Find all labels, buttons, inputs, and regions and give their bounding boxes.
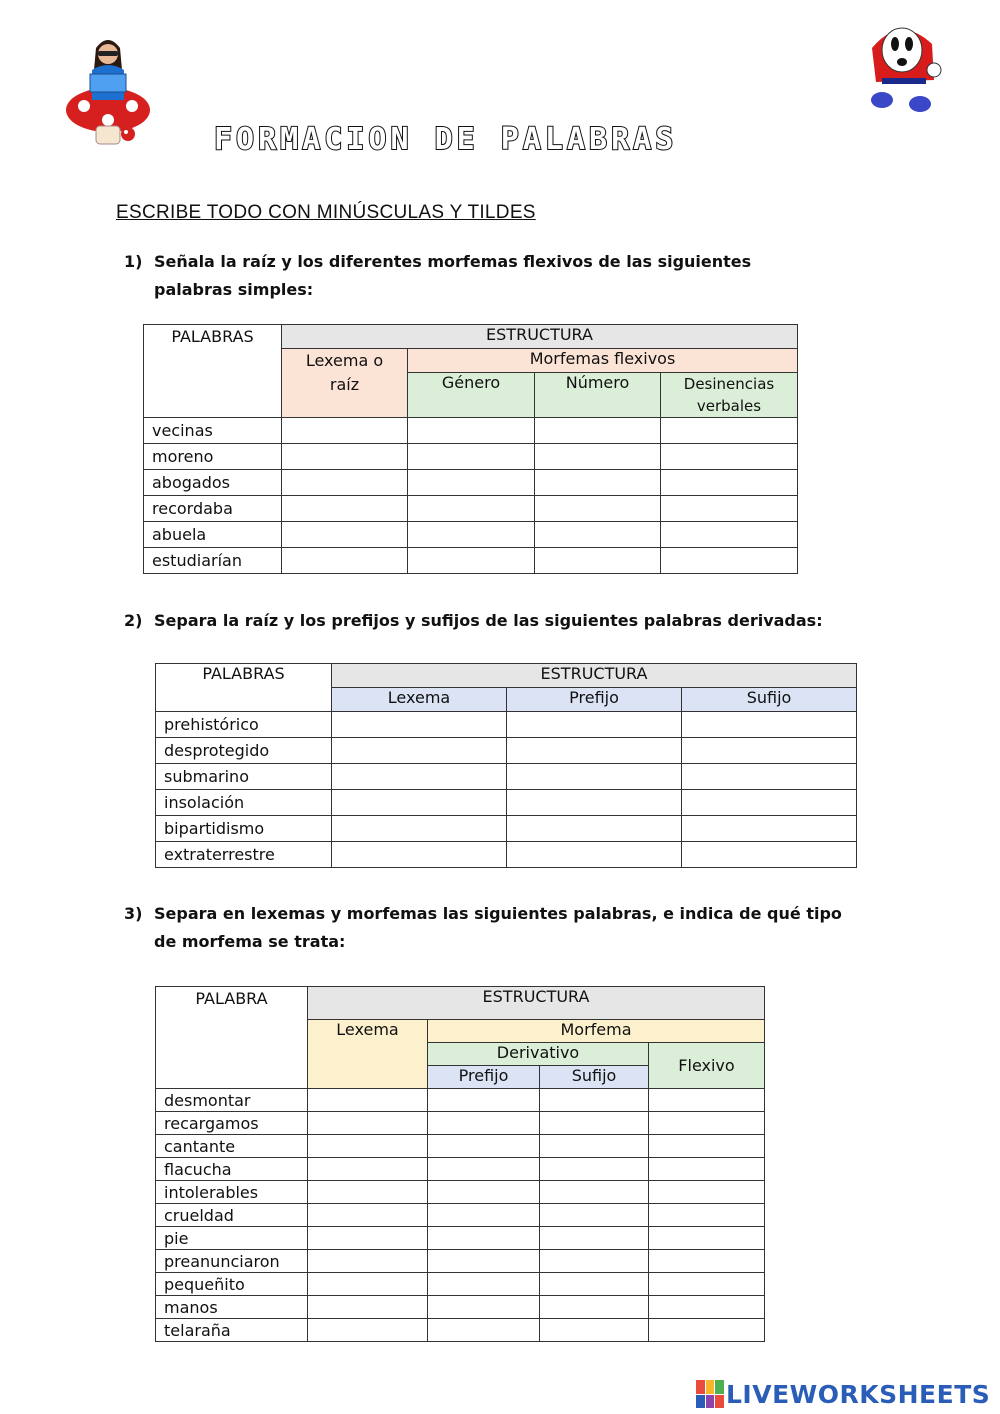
answer-cell[interactable]: [682, 816, 857, 842]
answer-cell[interactable]: [507, 790, 682, 816]
table-row: [144, 548, 798, 574]
answer-cell[interactable]: [649, 1112, 765, 1135]
word-cell: pequeñito: [156, 1273, 308, 1296]
exercise-3-table: [155, 986, 765, 1342]
lexeme-header: Lexema: [332, 688, 507, 712]
word-cell: cantante: [156, 1135, 308, 1158]
answer-cell[interactable]: [332, 764, 507, 790]
answer-cell[interactable]: [649, 1158, 765, 1181]
answer-cell[interactable]: [540, 1227, 649, 1250]
answer-cell[interactable]: [540, 1204, 649, 1227]
answer-cell[interactable]: [649, 1250, 765, 1273]
answer-cell[interactable]: [682, 790, 857, 816]
answer-cell[interactable]: [507, 738, 682, 764]
word-header: PALABRA: [156, 987, 308, 1089]
answer-cell[interactable]: [661, 418, 798, 444]
exercise-2-table: [155, 663, 857, 868]
answer-cell[interactable]: [540, 1273, 649, 1296]
table-row: [144, 418, 798, 444]
answer-cell[interactable]: [332, 842, 507, 868]
answer-cell[interactable]: [428, 1089, 540, 1112]
table-row: [156, 1181, 765, 1204]
answer-cell[interactable]: [308, 1112, 428, 1135]
answer-cell[interactable]: [428, 1319, 540, 1342]
table-row: [156, 1112, 765, 1135]
flexive-morphemes-header: Morfemas flexivos: [408, 349, 798, 373]
answer-cell[interactable]: [308, 1250, 428, 1273]
flexive-header: Flexivo: [649, 1043, 765, 1089]
answer-cell[interactable]: [535, 496, 661, 522]
answer-cell[interactable]: [408, 418, 535, 444]
answer-cell[interactable]: [540, 1250, 649, 1273]
answer-cell[interactable]: [540, 1135, 649, 1158]
suffix-header: Sufijo: [682, 688, 857, 712]
answer-cell[interactable]: [308, 1158, 428, 1181]
prefix-header: Prefijo: [428, 1066, 540, 1089]
morpheme-header: Morfema: [428, 1020, 765, 1043]
answer-cell[interactable]: [308, 1319, 428, 1342]
word-cell: telaraña: [156, 1319, 308, 1342]
table-row: [144, 444, 798, 470]
answer-cell[interactable]: [332, 816, 507, 842]
answer-cell[interactable]: [408, 548, 535, 574]
exercise-3-number: 3): [124, 904, 143, 923]
table-row: [156, 842, 857, 868]
table-row: [156, 1296, 765, 1319]
table-row: [156, 1227, 765, 1250]
answer-cell[interactable]: [649, 1296, 765, 1319]
word-cell: moreno: [144, 444, 282, 470]
word-cell: desmontar: [156, 1089, 308, 1112]
answer-cell[interactable]: [428, 1204, 540, 1227]
exercise-2-number: 2): [124, 611, 143, 630]
table-row: [156, 712, 857, 738]
table-row: [156, 1204, 765, 1227]
answer-cell[interactable]: [540, 1296, 649, 1319]
structure-header: ESTRUCTURA: [308, 987, 765, 1020]
answer-cell[interactable]: [308, 1089, 428, 1112]
answer-cell[interactable]: [682, 712, 857, 738]
answer-cell[interactable]: [507, 764, 682, 790]
exercise-3-text: Separa en lexemas y morfemas las siguientes palabras, e indica de qué tipo de morfema se trata:: [154, 904, 842, 951]
exercise-1-table: [143, 324, 798, 574]
table-row: [144, 496, 798, 522]
answer-cell[interactable]: [661, 444, 798, 470]
table-row: [156, 764, 857, 790]
word-cell: abogados: [144, 470, 282, 496]
table-row: [156, 1319, 765, 1342]
answer-cell[interactable]: [661, 470, 798, 496]
lexeme-header: Lexema: [308, 1020, 428, 1089]
liveworksheets-logo: [696, 1376, 990, 1412]
structure-header: ESTRUCTURA: [282, 325, 798, 349]
answer-cell[interactable]: [507, 816, 682, 842]
answer-cell[interactable]: [308, 1181, 428, 1204]
answer-cell[interactable]: [682, 842, 857, 868]
table-row: [156, 790, 857, 816]
answer-cell[interactable]: [308, 1204, 428, 1227]
table-row: [156, 738, 857, 764]
exercise-1-text: Señala la raíz y los diferentes morfemas flexivos de las siguientes palabras simples:: [154, 252, 752, 299]
instruction-text: ESCRIBE TODO CON MINÚSCULAS Y TILDES: [116, 202, 536, 223]
answer-cell[interactable]: [535, 522, 661, 548]
answer-cell[interactable]: [540, 1089, 649, 1112]
answer-cell[interactable]: [682, 738, 857, 764]
table-row: [156, 816, 857, 842]
word-cell: estudiarían: [144, 548, 282, 574]
girl-on-mushroom-illustration: [62, 30, 154, 152]
word-cell: recordaba: [144, 496, 282, 522]
answer-cell[interactable]: [282, 444, 408, 470]
answer-cell[interactable]: [428, 1135, 540, 1158]
answer-cell[interactable]: [408, 496, 535, 522]
answer-cell[interactable]: [540, 1112, 649, 1135]
answer-cell[interactable]: [649, 1319, 765, 1342]
table-row: [144, 522, 798, 548]
lexeme-header: Lexema o raíz: [282, 349, 408, 418]
answer-cell[interactable]: [540, 1181, 649, 1204]
word-cell: submarino: [156, 764, 332, 790]
word-cell: recargamos: [156, 1112, 308, 1135]
exercise-3-prompt: [124, 900, 844, 956]
derivative-header: Derivativo: [428, 1043, 649, 1066]
answer-cell[interactable]: [428, 1250, 540, 1273]
answer-cell[interactable]: [332, 790, 507, 816]
word-cell: prehistórico: [156, 712, 332, 738]
answer-cell[interactable]: [282, 470, 408, 496]
table-row: [156, 1273, 765, 1296]
answer-cell[interactable]: [649, 1181, 765, 1204]
words-header: PALABRAS: [144, 325, 282, 418]
answer-cell[interactable]: [332, 738, 507, 764]
answer-cell[interactable]: [649, 1227, 765, 1250]
liveworksheets-logo-text: LIVEWORKSHEETS: [726, 1379, 991, 1409]
answer-cell[interactable]: [308, 1227, 428, 1250]
answer-cell[interactable]: [661, 522, 798, 548]
answer-cell[interactable]: [428, 1112, 540, 1135]
table-row: [156, 1089, 765, 1112]
answer-cell[interactable]: [661, 496, 798, 522]
table-row: [156, 1135, 765, 1158]
exercise-2-prompt: [124, 607, 884, 635]
answer-cell[interactable]: [428, 1227, 540, 1250]
answer-cell[interactable]: [282, 418, 408, 444]
answer-cell[interactable]: [649, 1089, 765, 1112]
suffix-header: Sufijo: [540, 1066, 649, 1089]
structure-header: ESTRUCTURA: [332, 664, 857, 688]
answer-cell[interactable]: [661, 548, 798, 574]
answer-cell[interactable]: [308, 1273, 428, 1296]
answer-cell[interactable]: [282, 522, 408, 548]
exercise-1-number: 1): [124, 252, 143, 271]
prefix-header: Prefijo: [507, 688, 682, 712]
word-cell: manos: [156, 1296, 308, 1319]
answer-cell[interactable]: [428, 1273, 540, 1296]
answer-cell[interactable]: [408, 470, 535, 496]
exercise-2-text: Separa la raíz y los prefijos y sufijos de las siguientes palabras derivadas:: [154, 611, 823, 630]
answer-cell[interactable]: [649, 1204, 765, 1227]
answer-cell[interactable]: [682, 764, 857, 790]
word-cell: preanunciaron: [156, 1250, 308, 1273]
answer-cell[interactable]: [649, 1273, 765, 1296]
answer-cell[interactable]: [507, 842, 682, 868]
answer-cell[interactable]: [540, 1158, 649, 1181]
word-cell: insolación: [156, 790, 332, 816]
word-cell: vecinas: [144, 418, 282, 444]
answer-cell[interactable]: [507, 712, 682, 738]
table-row: [156, 1250, 765, 1273]
table-row: [156, 1158, 765, 1181]
answer-cell[interactable]: [428, 1158, 540, 1181]
word-cell: pie: [156, 1227, 308, 1250]
answer-cell[interactable]: [428, 1296, 540, 1319]
word-cell: crueldad: [156, 1204, 308, 1227]
liveworksheets-logo-icon: [696, 1380, 724, 1408]
number-header: Número: [535, 373, 661, 418]
word-cell: flacucha: [156, 1158, 308, 1181]
word-cell: bipartidismo: [156, 816, 332, 842]
answer-cell[interactable]: [540, 1319, 649, 1342]
answer-cell[interactable]: [282, 496, 408, 522]
answer-cell[interactable]: [535, 418, 661, 444]
answer-cell[interactable]: [308, 1296, 428, 1319]
answer-cell[interactable]: [308, 1135, 428, 1158]
answer-cell[interactable]: [535, 444, 661, 470]
masked-character-illustration: [862, 18, 944, 116]
page-title: FORMACION DE PALABRAS: [214, 122, 678, 157]
word-cell: abuela: [144, 522, 282, 548]
answer-cell[interactable]: [282, 548, 408, 574]
answer-cell[interactable]: [649, 1135, 765, 1158]
table-row: [144, 470, 798, 496]
answer-cell[interactable]: [408, 444, 535, 470]
answer-cell[interactable]: [332, 712, 507, 738]
answer-cell[interactable]: [535, 470, 661, 496]
exercise-1-prompt: [124, 248, 824, 304]
verbal-endings-header: Desinencias verbales: [661, 373, 798, 418]
word-cell: intolerables: [156, 1181, 308, 1204]
answer-cell[interactable]: [535, 548, 661, 574]
word-cell: desprotegido: [156, 738, 332, 764]
word-cell: extraterrestre: [156, 842, 332, 868]
answer-cell[interactable]: [408, 522, 535, 548]
words-header: PALABRAS: [156, 664, 332, 712]
answer-cell[interactable]: [428, 1181, 540, 1204]
gender-header: Género: [408, 373, 535, 418]
